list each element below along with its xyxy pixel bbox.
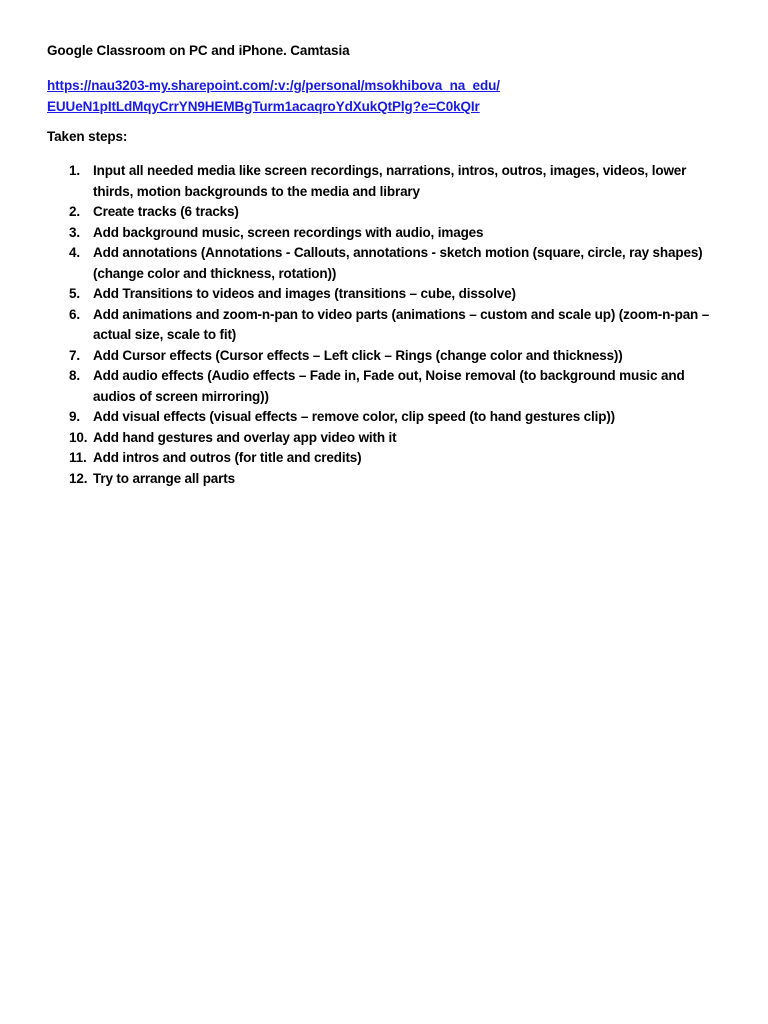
steps-heading: Taken steps: <box>47 129 128 144</box>
step-text: Add intros and outros (for title and credits) <box>93 450 362 465</box>
step-text: Add Cursor effects (Cursor effects – Left click – Rings (change color and thickness)) <box>93 347 623 363</box>
step-text: Try to arrange all parts <box>93 470 235 486</box>
step-text: Add audio effects (Audio effects – Fade in, Fade out, Noise removal (to background music and audios of screen mirroring)) <box>93 368 685 404</box>
step-text: Add visual effects (visual effects – remove color, clip speed (to hand gestures clip)) <box>93 409 616 424</box>
step-text: Add background music, screen recordings with audio, images <box>93 224 484 240</box>
step-text: Add Transitions to videos and images (transitions – cube, dissolve) <box>93 286 516 301</box>
step-text: Add annotations (Annotations - Callouts, annotations - sketch motion (square, circle, ray shapes) (change color and thickness, rotation)) <box>93 245 703 281</box>
step-item <box>69 202 729 223</box>
step-number: 6. <box>69 306 80 322</box>
video-link[interactable] <box>47 76 500 117</box>
step-item <box>69 161 729 202</box>
step-item <box>69 305 729 346</box>
step-item <box>69 346 729 367</box>
step-item <box>69 223 729 244</box>
video-link-line-1[interactable]: https://nau3203-my.sharepoint.com/:v:/g/personal/msokhibova_na_edu/ <box>47 78 500 93</box>
step-number: 9. <box>69 409 80 424</box>
step-number: 1. <box>69 163 80 178</box>
step-item <box>69 428 729 449</box>
step-item <box>69 243 729 284</box>
step-item <box>69 407 729 428</box>
step-text: Input all needed media like screen recordings, narrations, intros, outros, images, videos, lower thirds, motion backgrounds to the media and library <box>93 163 687 199</box>
step-number: 12. <box>69 470 88 486</box>
step-number: 11. <box>69 450 87 465</box>
steps-list <box>69 161 729 489</box>
video-link-line-2[interactable]: EUUeN1pItLdMqyCrrYN9HEMBgTurm1acaqroYdXukQtPlg?e=C0kQIr <box>47 98 480 114</box>
step-number: 4. <box>69 245 80 260</box>
document-title: Google Classroom on PC and iPhone. Camtasia <box>47 43 350 58</box>
step-item <box>69 469 729 490</box>
step-number: 10. <box>69 429 88 445</box>
step-text: Create tracks (6 tracks) <box>93 204 239 219</box>
step-text: Add animations and zoom-n-pan to video parts (animations – custom and scale up) (zoom-n-pan – actual size, scale to fit) <box>93 306 710 342</box>
step-number: 8. <box>69 368 80 383</box>
step-number: 2. <box>69 204 80 219</box>
step-number: 7. <box>69 347 80 363</box>
step-number: 5. <box>69 286 80 301</box>
step-text: Add hand gestures and overlay app video with it <box>93 429 397 445</box>
step-item <box>69 448 729 469</box>
step-item <box>69 366 729 407</box>
step-item <box>69 284 729 305</box>
step-number: 3. <box>69 224 80 240</box>
